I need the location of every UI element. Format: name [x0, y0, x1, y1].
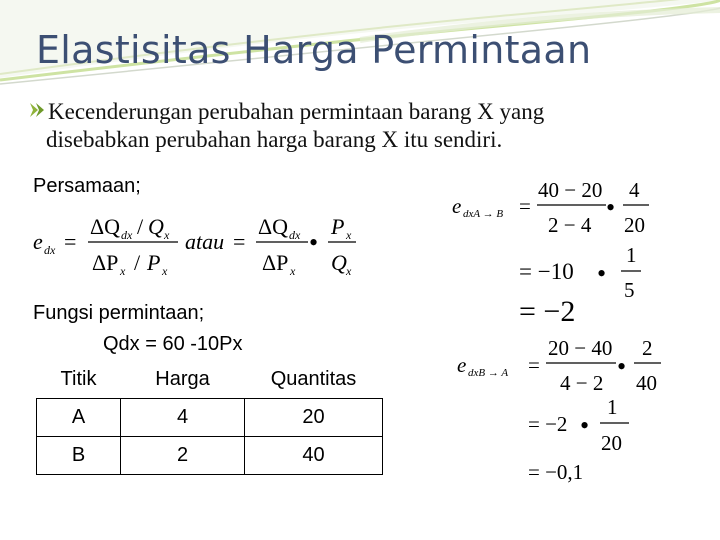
calc-b-step2-den: 20 — [601, 431, 622, 455]
formula-delta-p: ΔP — [262, 250, 289, 275]
formula-sub: dx — [289, 228, 301, 242]
calc-b-frac2-num: 2 — [642, 336, 653, 360]
formula-e: e — [33, 229, 43, 254]
demand-function: Qdx = 60 -10Px — [103, 333, 243, 355]
bullet-line-2: disebabkan perubahan harga barang X itu sendiri. — [46, 127, 503, 152]
formula-q: Q — [148, 214, 164, 239]
calc-b-frac1-den: 4 − 2 — [560, 371, 604, 395]
formula-equals: = — [64, 229, 77, 254]
calc-b-equals: = — [528, 353, 540, 377]
table-header: Quantitas — [270, 368, 357, 390]
calc-b-bullet: • — [580, 411, 590, 440]
calc-a-step2-num: 1 — [626, 243, 637, 267]
calc-b-bullet: • — [617, 352, 627, 381]
table-header: Titik — [60, 368, 97, 390]
table-cell: A — [37, 399, 121, 437]
calc-b-frac1-num: 20 − 40 — [548, 336, 613, 360]
calc-a-result: = −2 — [519, 295, 576, 328]
formula-sub: x — [346, 228, 352, 242]
table-cell: 4 — [121, 399, 245, 437]
formula-sub: dx — [44, 243, 56, 257]
calc-a-frac2-num: 4 — [629, 178, 640, 202]
table-cell: 2 — [121, 437, 245, 475]
slide-title: Elastisitas Harga Permintaan — [36, 28, 592, 72]
formula-sub: x — [290, 264, 296, 278]
table-header: Harga — [155, 368, 210, 390]
table-cell: B — [37, 437, 121, 475]
formula-bullet: • — [309, 228, 319, 257]
calc-a-subscript: dxA → B — [463, 208, 504, 220]
formula-p: P — [331, 214, 345, 239]
calc-b-frac2-den: 40 — [636, 371, 657, 395]
calc-a-bullet: • — [606, 193, 616, 222]
persamaan-label: Persamaan; — [33, 175, 141, 197]
calculation-b-to-a — [457, 336, 661, 484]
formula-q: Q — [331, 250, 347, 275]
formula-sub: x — [346, 264, 352, 278]
formula-sub: x — [164, 228, 170, 242]
calc-b-result: = −0,1 — [528, 460, 584, 484]
formula-equals: = — [233, 229, 246, 254]
calc-a-frac1-num: 40 − 20 — [538, 178, 603, 202]
table-cell: 40 — [245, 437, 383, 475]
calc-b-step2: = −2 — [528, 412, 568, 436]
calc-a-step2: = −10 — [519, 259, 574, 284]
formula-slash: / — [134, 250, 141, 275]
bullet-line-1: Kecenderungan perubahan permintaan barang X yang — [48, 99, 545, 124]
fungsi-label: Fungsi permintaan; — [33, 302, 205, 324]
calc-a-step2-den: 5 — [624, 278, 635, 302]
formula-sub: x — [120, 264, 126, 278]
formula-p: P — [147, 250, 161, 275]
formula-slash: / — [137, 214, 144, 239]
calc-b-e: e — [457, 353, 467, 377]
calc-a-frac1-den: 2 − 4 — [548, 213, 592, 237]
formula-sub: x — [162, 264, 168, 278]
calculation-a-to-b — [452, 178, 649, 328]
calc-a-e: e — [452, 194, 462, 218]
formula-delta-p: ΔP — [92, 250, 119, 275]
formula-delta-q: ΔQ — [90, 214, 121, 239]
calc-b-subscript: dxB → A — [468, 367, 509, 379]
calc-a-bullet: • — [597, 259, 607, 288]
formula-delta-q: ΔQ — [258, 214, 289, 239]
formula-atau: atau — [185, 229, 225, 254]
table-cell: 20 — [245, 399, 383, 437]
calc-b-step2-num: 1 — [607, 395, 618, 419]
formula-sub: dx — [121, 228, 133, 242]
elasticity-formula — [33, 214, 356, 278]
calc-a-frac2-den: 20 — [624, 213, 645, 237]
calc-a-equals: = — [519, 194, 531, 218]
